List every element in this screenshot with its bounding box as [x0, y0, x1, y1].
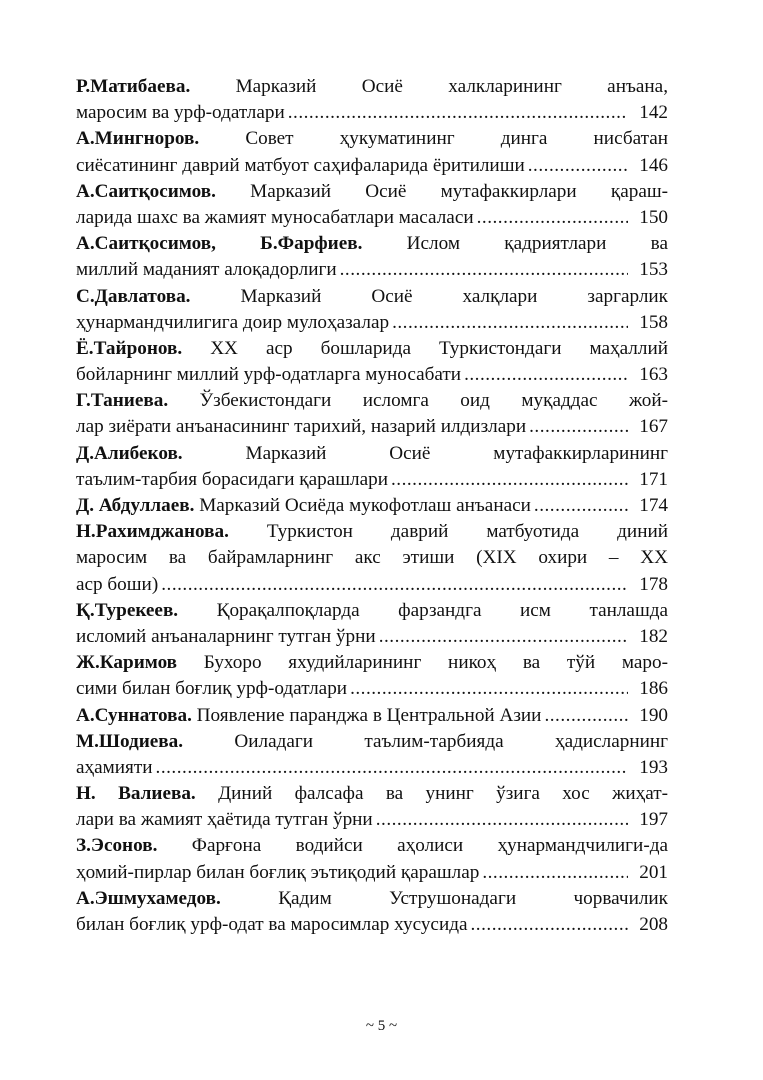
toc-title-line: таълим-тарбия борасидаги қарашлари [76, 468, 388, 490]
toc-page-number: 182 [639, 625, 668, 647]
toc-page-number: 142 [639, 102, 668, 124]
dot-leader [391, 467, 628, 493]
toc-title-line: бойларнинг миллий урф-одатларга муносабати [76, 364, 462, 386]
toc-page-number: 158 [639, 311, 668, 333]
dot-leader [464, 362, 628, 388]
toc-page-number: 190 [639, 704, 668, 726]
toc-entry[interactable] [76, 598, 668, 650]
toc-title-line: лар зиёрати анъанасининг тарихий, назарий илдизлари [76, 416, 527, 438]
toc-author: А.Саитқосимов. [76, 180, 216, 202]
toc-author: Г.Таниева. [76, 390, 169, 412]
toc-author: А.Суннатова. [76, 704, 192, 726]
toc-author: Н.Рахимджанова. [76, 521, 229, 543]
toc-page-number: 150 [639, 206, 668, 228]
toc-entry[interactable] [76, 74, 668, 126]
toc-title-line: Ислом қадриятлари ва [406, 233, 668, 255]
toc-author: Д. Абдуллаев. [76, 495, 195, 516]
toc-title-line: маросим ва байрамларнинг акс этиши (XIX охири – XX [76, 547, 668, 569]
toc-title-line: Фарғона водийси аҳолиси ҳунармандчилиги-да [191, 835, 668, 857]
toc-title-line: Оиладаги таълим-тарбияда ҳадисларнинг [234, 730, 668, 752]
toc-title-line: билан боғлиқ урф-одат ва маросимлар хусусида [76, 914, 468, 935]
dot-leader [471, 912, 629, 938]
toc-title-line: Марказий Осиё халқлари заргарлик [240, 285, 668, 307]
toc-author: С.Давлатова. [76, 285, 191, 307]
toc-page-number: 201 [639, 861, 668, 883]
dot-leader [379, 624, 628, 650]
toc-title-line: исломий анъаналарнинг тутган ўрни [76, 625, 376, 647]
toc-title-line: ларида шахс ва жамият муносабатлари масаласи [76, 206, 474, 228]
toc-page-number: 146 [639, 154, 668, 176]
toc-title-line: Марказий Осиёда мукофотлаш анъанаси [199, 495, 531, 516]
dot-leader [529, 414, 628, 440]
toc-author: А.Эшмухамедов. [76, 887, 221, 909]
dot-leader [340, 257, 628, 283]
toc-title-line: Марказий Осиё мутафаккирларининг [245, 442, 668, 464]
toc-page-number: 208 [639, 914, 668, 935]
toc-page-number: 171 [639, 468, 668, 490]
toc-title-line: лари ва жамият ҳаётида тутган ўрни [76, 809, 373, 831]
toc-entry[interactable] [76, 126, 668, 178]
toc-page-number: 167 [639, 416, 668, 438]
dot-leader [392, 310, 628, 336]
toc-entry[interactable] [76, 284, 668, 336]
toc-author: Н. Валиева. [76, 783, 196, 805]
toc-entry[interactable] [76, 833, 668, 885]
toc-title-line: ХХ аср бошларида Туркистондаги маҳаллий [210, 337, 668, 359]
table-of-contents [76, 74, 668, 938]
toc-entry[interactable] [76, 441, 668, 493]
toc-title-line: маросим ва урф-одатлари [76, 102, 285, 124]
dot-leader [534, 493, 628, 519]
toc-entry[interactable] [76, 336, 668, 388]
toc-page-number: 197 [639, 809, 668, 831]
toc-title-line: сими билан боғлиқ урф-одатлари [76, 678, 348, 700]
toc-title-line: Қадим Уструшонадаги чорвачилик [278, 887, 668, 909]
toc-entry[interactable] [76, 781, 668, 833]
page-footer-number: ~ 5 ~ [365, 1018, 398, 1034]
dot-leader [376, 807, 628, 833]
toc-entry[interactable] [76, 231, 668, 283]
toc-author: М.Шодиева. [76, 730, 184, 752]
dot-leader [350, 676, 628, 702]
toc-page-number: 153 [639, 259, 668, 281]
dot-leader [477, 205, 628, 231]
toc-entry[interactable] [76, 650, 668, 702]
toc-author: А.Саитқосимов, Б.Фарфиев. [76, 233, 363, 255]
toc-author: Р.Матибаева. [76, 76, 191, 97]
toc-page-number: 186 [639, 678, 668, 700]
dot-leader [528, 153, 628, 179]
toc-title-line: аҳамияти [76, 756, 153, 778]
toc-title-line: ҳунармандчилигига доир мулоҳазалар [76, 311, 390, 333]
toc-title-line: ҳомий-пирлар билан боғлиқ эътиқодий қарашлар [76, 861, 480, 883]
toc-entry[interactable] [76, 519, 668, 598]
toc-author: Ж.Каримов [76, 652, 178, 674]
toc-title-line: Туркистон даврий матбуотида диний [266, 521, 668, 543]
toc-title-line: сиёсатининг даврий матбуот саҳифаларида ёритилиши [76, 154, 525, 176]
toc-entry[interactable] [76, 886, 668, 938]
toc-title-line: Қорақалпоқларда фарзандга исм танлашда [216, 599, 668, 621]
dot-leader [288, 100, 628, 126]
toc-author: Д.Алибеков. [76, 442, 183, 464]
toc-page-number: 178 [639, 573, 668, 595]
toc-entry[interactable] [76, 179, 668, 231]
dot-leader [156, 755, 628, 781]
toc-title-line: Ўзбекистондаги исломга оид муқаддас жой- [199, 390, 668, 412]
toc-author: А.Мингноров. [76, 128, 200, 150]
toc-title-line: Совет ҳукуматининг динга нисбатан [245, 128, 668, 150]
toc-title-line: Диний фалсафа ва унинг ўзига хос жиҳат- [218, 783, 668, 805]
toc-title-line: Появление паранджа в Центральной Азии [196, 704, 542, 726]
toc-title-line: миллий маданият алоқадорлиги [76, 259, 337, 281]
toc-author: Ё.Тайронов. [76, 337, 183, 359]
toc-title-line: Бухоро яхудийларининг никоҳ ва тўй маро- [203, 652, 668, 674]
toc-title-line: Марказий Осиё халкларининг анъана, [235, 76, 668, 97]
toc-entry[interactable] [76, 703, 668, 729]
dot-leader [482, 860, 628, 886]
toc-page-number: 193 [639, 756, 668, 778]
toc-entry[interactable] [76, 493, 668, 519]
dot-leader [161, 572, 628, 598]
toc-author: З.Эсонов. [76, 835, 158, 857]
toc-title-line: аср боши) [76, 573, 159, 595]
toc-entry[interactable] [76, 388, 668, 440]
dot-leader [544, 703, 628, 729]
toc-page-number: 163 [639, 364, 668, 386]
toc-title-line: Марказий Осиё мутафаккирлари қараш- [250, 180, 668, 202]
toc-entry[interactable] [76, 729, 668, 781]
toc-page-number: 174 [639, 495, 668, 516]
toc-author: Қ.Турекеев. [76, 599, 179, 621]
